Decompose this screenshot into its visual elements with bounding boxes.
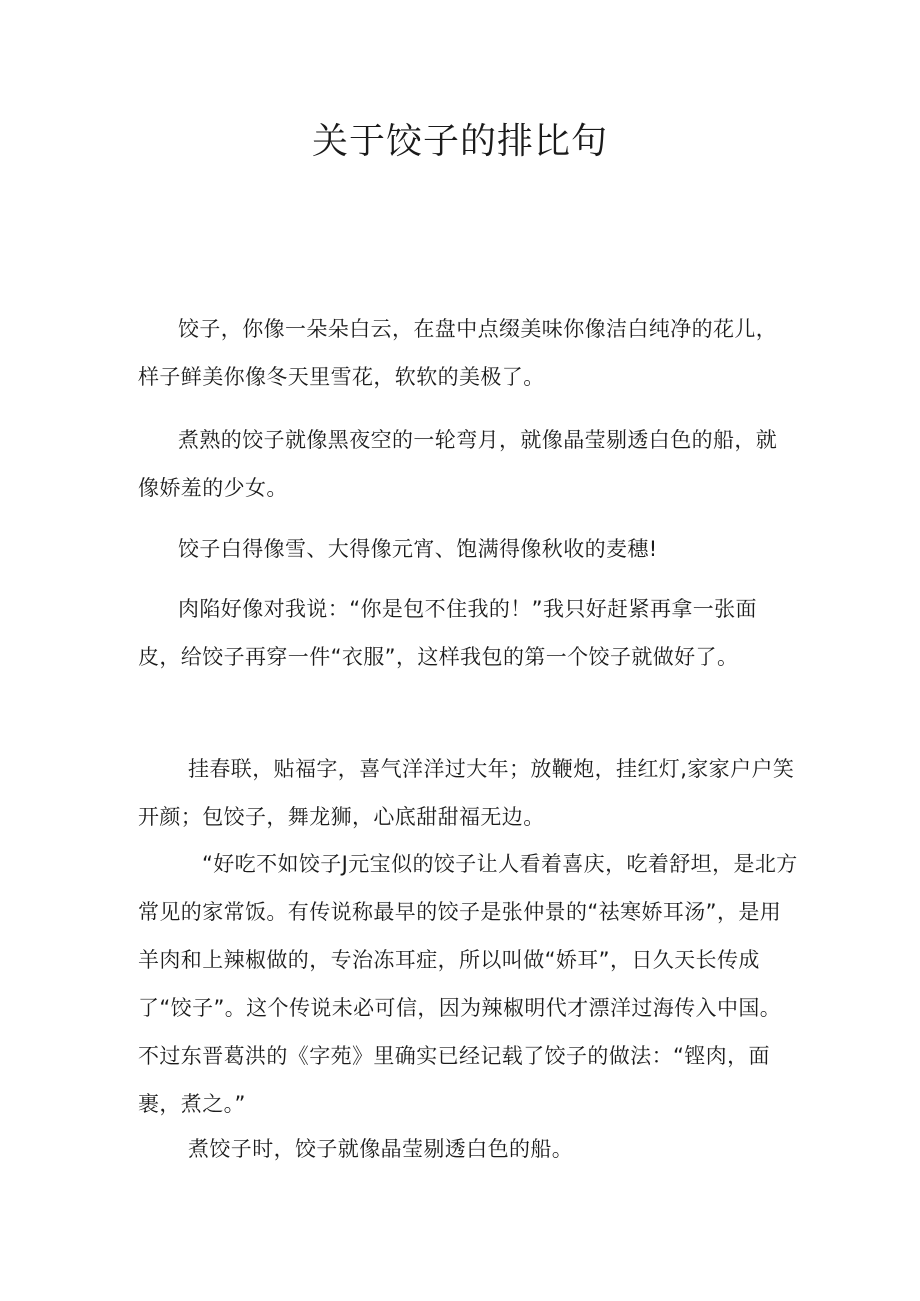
paragraph-2: 煮熟的饺子就像黑夜空的一轮弯月，就像晶莹剔透白色的船，就像娇羞的少女。	[138, 428, 778, 500]
document-title: 关于饺子的排比句	[311, 121, 608, 162]
paragraph-1: 饺子，你像一朵朵白云，在盘中点缀美味你像洁白纯净的花儿，样子鲜美你像冬天里雪花，软软的美极了。	[138, 317, 778, 389]
paragraph-7: 煮饺子时，饺子就像晶莹剔透白色的船。	[188, 1137, 574, 1161]
paragraph-6: “好吃不如饺子J元宝似的饺子让人看着喜庆，吃着舒坦，是北方常见的家常饭。有传说称最早的饺子是张仲景的“祛寒娇耳汤”，是用羊肉和上辣椒做的，专治冻耳症，所以叫做“娇耳”，日久天长传成了“饺子”。这个传说未必可信，因为辣椒明代才漂洋过海传入中国。不过东晋葛洪的《字苑》里确实已经记载了饺子的做法：“铿肉，面裹，煮之。”	[138, 852, 798, 1116]
paragraph-4: 肉陷好像对我说：“你是包不住我的！”我只好赶紧再拿一张面皮，给饺子再穿一件“衣服”，这样我包的第一个饺子就做好了。	[138, 597, 757, 669]
paragraph-3: 饺子白得像雪、大得像元宵、饱满得像秋收的麦穗!	[178, 537, 658, 561]
paragraph-5: 挂春联，贴福字，喜气洋洋过大年；放鞭炮，挂红灯,家家户户笑开颜；包饺子，舞龙狮，心底甜甜福无边。	[138, 757, 795, 829]
